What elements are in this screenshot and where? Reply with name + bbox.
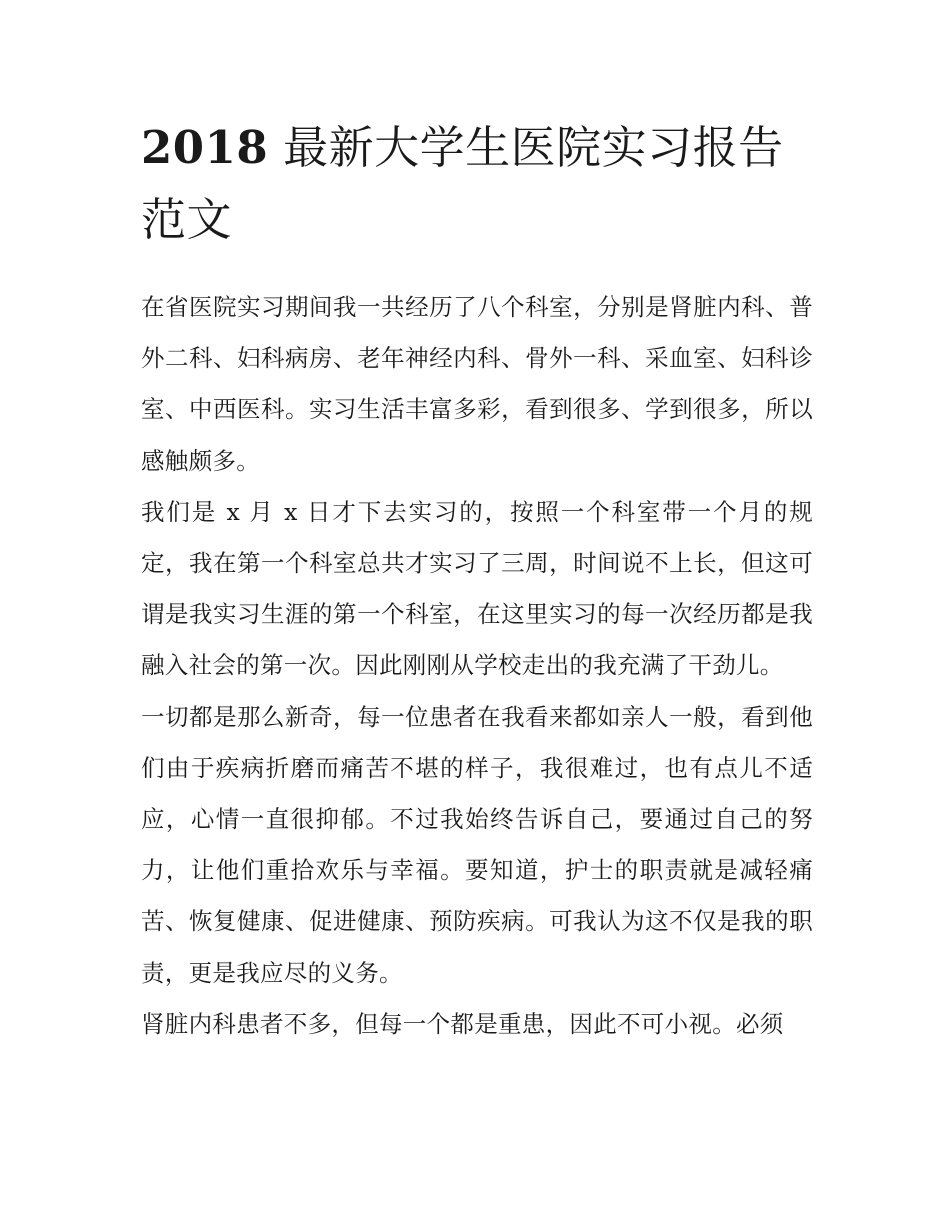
document-body (141, 282, 813, 1050)
paragraph-1: 在省医院实习期间我一共经历了八个科室，分别是肾脏内科、普外二科、妇科病房、老年神经内科、骨外一科、采血室、妇科诊室、中西医科。实习生活丰富多彩，看到很多、学到很多，所以感触颇多。 (141, 293, 813, 475)
paragraph-3: 一切都是那么新奇，每一位患者在我看来都如亲人一般，看到他们由于疾病折磨而痛苦不堪的样子，我很难过，也有点儿不适应，心情一直很抑郁。不过我始终告诉自己，要通过自己的努力，让他们重拾欢乐与幸福。要知道，护士的职责就是减轻痛苦、恢复健康、促进健康、预防疾病。可我认为这不仅是我的职责，更是我应尽的义务。 (141, 702, 813, 987)
title-year: 2018 (141, 121, 269, 174)
paragraph-2: 我们是 x 月 x 日才下去实习的，按照一个科室带一个月的规定，我在第一个科室总共才实习了三周，时间说不上长，但这可谓是我实习生涯的第一个科室，在这里实习的每一次经历都是我融入社会的第一次。因此刚刚从学校走出的我充满了干劲儿。 (141, 497, 813, 680)
paragraph-4: 肾脏内科患者不多，但每一个都是重患，因此不可小视。必须 (141, 1009, 784, 1038)
document-title (141, 112, 813, 256)
title-text: 最新大学生医院实习报告范文 (141, 121, 784, 246)
document-page (141, 112, 813, 1050)
